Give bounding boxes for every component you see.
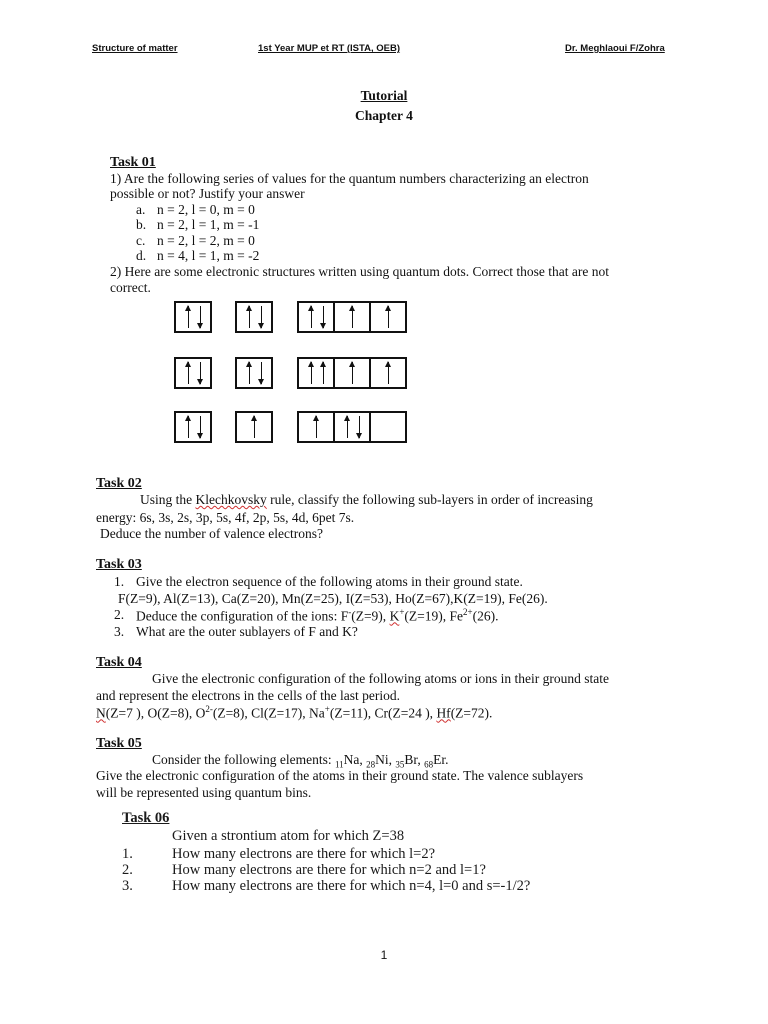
orbital-box [297,301,335,333]
task01-item-b: n = 2, l = 1, m = -1 [157,217,260,232]
task01-heading: Task 01 [110,155,156,170]
task05-line3: will be represented using quantum bins. [96,785,312,800]
arrow-up-icon [388,306,389,328]
orbital-box [369,357,407,389]
orbital-box [297,411,335,443]
task01-item-b-marker: b. [136,217,147,232]
task06-num2: 2. [122,862,133,878]
task01-q1-line1: 1) Are the following series of values for the quantum numbers characterizing an electron [110,171,589,186]
task06-item1: How many electrons are there for which l=2? [172,846,436,862]
task01-item-c-marker: c. [136,233,146,248]
orbital-box-group [297,357,407,389]
task05-na-z: 11 [334,759,344,770]
arrow-up-icon [323,362,324,384]
task01-item-d: n = 4, l = 1, m = -2 [157,248,260,263]
orbital-box-group [235,411,273,443]
task06-item2: How many electrons are there for which n=2 and l=1? [172,862,486,878]
task03-num1: 1. [114,574,125,589]
arrow-down-icon [261,306,262,328]
arrow-down-icon [200,362,201,384]
orbital-box [333,411,371,443]
page-number: 1 [380,948,388,962]
orbital-box-group [297,411,407,443]
arrow-up-icon [311,362,312,384]
arrow-up-icon [188,416,189,438]
task06-intro: Given a strontium atom for which Z=38 [172,828,405,844]
task05-na: Na, [343,752,367,767]
task06-heading: Task 06 [122,810,170,826]
chapter-title: Chapter 4 [355,108,413,123]
arrow-up-icon [249,306,250,328]
task03-item1-atoms: F(Z=9), Al(Z=13), Ca(Z=20), Mn(Z=25), I(Z=53), Ho(Z=67),K(Z=19), Fe(26). [118,591,548,606]
arrow-up-icon [311,306,312,328]
task01-item-c: n = 2, l = 2, m = 0 [157,233,255,248]
orbital-box [235,301,273,333]
orbital-box-group [174,411,212,443]
task02-line1-post: rule, classify the following sub-layers in order of increasing [266,492,593,507]
task05-br: Br, [404,752,425,767]
orbital-box [297,357,335,389]
task03-sup3: 2+ [463,607,473,617]
task03-item2-pre: Deduce the configuration of the ions: F [136,608,349,624]
arrow-up-icon [249,362,250,384]
arrow-up-icon [352,306,353,328]
task04-line3-d: (Z=72). [450,705,493,721]
task05-br-z: 35 [395,759,405,770]
orbital-box-group [174,357,212,389]
task02-line2: energy: 6s, 3s, 2s, 3p, 5s, 4f, 2p, 5s, 4d, 6pet 7s. [96,510,355,525]
arrow-up-icon [352,362,353,384]
orbital-box-group [235,301,273,333]
task05-ni-z: 28 [366,759,376,770]
task04-line3 [96,704,492,722]
task03-item2 [136,607,498,625]
task05-line1-pre: Consider the following elements: [152,752,335,767]
orbital-box [235,411,273,443]
task06-item3: How many electrons are there for which n=4, l=0 and s=-1/2? [172,878,531,894]
task04-hf: Hf [436,705,451,721]
orbital-box-group [174,301,212,333]
task02-heading: Task 02 [96,476,142,491]
task06-num3: 3. [122,878,133,894]
orbital-box [174,357,212,389]
task01-item-a: n = 2, l = 0, m = 0 [157,202,255,217]
task04-line3-c: (Z=11), Cr(Z=24 ), [329,705,437,721]
task03-item1: Give the electron sequence of the following atoms in their ground state. [136,574,523,589]
arrow-down-icon [323,306,324,328]
task03-heading: Task 03 [96,557,142,572]
arrow-up-icon [188,362,189,384]
orbital-box [333,357,371,389]
arrow-down-icon [261,362,262,384]
task05-heading: Task 05 [96,736,142,751]
arrow-up-icon [388,362,389,384]
task01-item-a-marker: a. [136,202,146,217]
task06-num1: 1. [122,846,133,862]
arrow-up-icon [188,306,189,328]
header-right: Dr. Meghlaoui F/Zohra [565,43,665,54]
header-middle: 1st Year MUP et RT (ISTA, OEB) [258,43,401,54]
orbital-box-group [297,301,407,333]
task03-num2: 2. [114,607,125,622]
task03-item2-post: (26). [472,608,499,624]
task05-er: Er. [433,752,449,767]
task05-ni: Ni, [375,752,396,767]
task03-item2-mid1: (Z=9), [351,608,390,624]
task04-n: N [96,705,106,721]
task02-line1-pre: Using the [140,492,196,507]
arrow-up-icon [254,416,255,438]
task03-sup1: - [348,607,352,617]
orbital-box [174,411,212,443]
orbital-box [333,301,371,333]
arrow-down-icon [200,306,201,328]
task04-heading: Task 04 [96,655,142,670]
task01-q2-line2: correct. [110,280,151,295]
task04-line3-b: (Z=8), Cl(Z=17), Na [212,705,325,721]
task02-line1 [140,492,593,508]
task03-num3: 3. [114,624,125,639]
task04-line2: and represent the electrons in the cells of the last period. [96,688,401,703]
orbital-box [369,411,407,443]
task03-item3: What are the outer sublayers of F and K? [136,624,358,639]
header-left: Structure of matter [92,43,178,54]
arrow-up-icon [347,416,348,438]
task02-line3: Deduce the number of valence electrons? [100,526,324,541]
task02-klechkovsky: Klechkovsky [195,492,267,507]
orbital-box [174,301,212,333]
task01-q2-line1: 2) Here are some electronic structures written using quantum dots. Correct those that are not [110,264,609,279]
task01-item-d-marker: d. [136,248,147,263]
task03-item2-mid2: (Z=19), Fe [404,608,463,624]
arrow-down-icon [359,416,360,438]
arrow-up-icon [316,416,317,438]
orbital-box [369,301,407,333]
task04-sup2: + [324,704,330,714]
orbital-box-group [235,357,273,389]
task03-sup2: + [399,607,405,617]
orbital-box [235,357,273,389]
page-title: Tutorial [360,88,408,103]
task03-k: K [389,608,400,624]
task04-sup1: 2- [205,704,213,714]
task04-line3-a: (Z=7 ), O(Z=8), O [105,705,206,721]
task05-line2: Give the electronic configuration of the atoms in their ground state. The valence sublayers [96,768,584,783]
task01-q1-line2: possible or not? Justify your answer [110,186,305,201]
task05-er-z: 68 [424,759,434,770]
arrow-down-icon [200,416,201,438]
task04-line1: Give the electronic configuration of the following atoms or ions in their ground state [152,671,610,686]
